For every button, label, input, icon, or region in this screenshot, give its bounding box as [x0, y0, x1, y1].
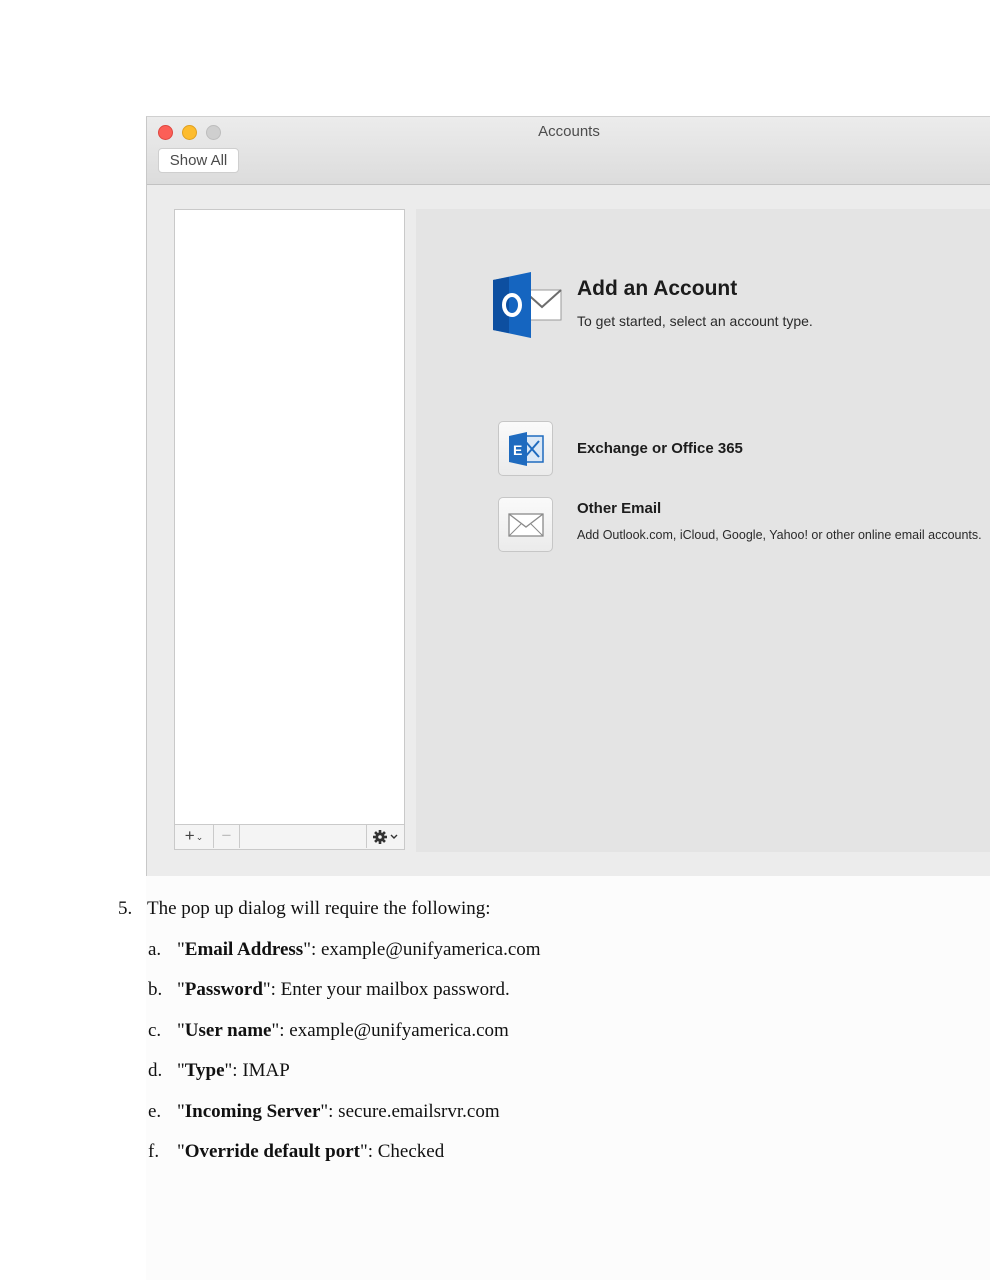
window-title: Accounts	[538, 123, 600, 140]
account-actions-button[interactable]	[366, 825, 404, 848]
list-item: "Email Address": example@unifyamerica.com	[177, 939, 541, 960]
field-name: Override default port	[184, 1141, 360, 1162]
chevron-down-icon: ⌄	[195, 831, 204, 842]
item-letter: a.	[148, 939, 162, 960]
field-value: : Checked	[367, 1141, 445, 1162]
outlook-logo-icon	[493, 270, 563, 340]
field-value: : Enter your mailbox password.	[270, 979, 510, 1000]
svg-text:E: E	[513, 442, 523, 458]
exchange-icon	[507, 430, 545, 468]
accounts-list[interactable]	[174, 209, 405, 850]
list-item: "Password": Enter your mailbox password.	[177, 979, 510, 1000]
accounts-window	[146, 116, 990, 876]
other-email-description: Add Outlook.com, iCloud, Google, Yahoo! or other online email accounts.	[577, 528, 982, 542]
other-email-option-label[interactable]: Other Email	[577, 500, 662, 517]
list-item: "Incoming Server": secure.emailsrvr.com	[177, 1101, 500, 1122]
field-name: Password	[184, 979, 263, 1000]
field-name: Email Address	[184, 939, 304, 960]
item-letter: e.	[148, 1101, 162, 1122]
field-name: Type	[184, 1060, 225, 1081]
window-titlebar	[147, 117, 990, 185]
field-name: Incoming Server	[184, 1101, 321, 1122]
step-number: 5.	[118, 898, 133, 919]
field-value: : IMAP	[232, 1060, 290, 1081]
exchange-option-label[interactable]: Exchange or Office 365	[577, 440, 743, 457]
add-account-button[interactable]	[175, 825, 214, 848]
add-account-title: Add an Account	[577, 277, 738, 300]
gear-icon	[372, 829, 400, 845]
list-item: "Override default port": Checked	[177, 1141, 445, 1162]
item-letter: b.	[148, 979, 163, 1000]
accounts-list-toolbar	[175, 824, 404, 849]
plus-icon: +	[184, 826, 195, 845]
list-item: "User name": example@unifyamerica.com	[177, 1020, 509, 1041]
field-value: : secure.emailsrvr.com	[328, 1101, 500, 1122]
field-name: User name	[184, 1020, 272, 1041]
step-text: The pop up dialog will require the following:	[147, 898, 491, 919]
item-letter: d.	[148, 1060, 163, 1081]
exchange-option-button[interactable]	[498, 421, 553, 476]
remove-account-button[interactable]: −	[214, 825, 240, 848]
mail-envelope-icon	[507, 506, 545, 544]
add-account-panel	[416, 209, 990, 852]
add-account-subtitle: To get started, select an account type.	[577, 313, 813, 329]
item-letter: f.	[148, 1141, 160, 1162]
field-value: : example@unifyamerica.com	[279, 1020, 509, 1041]
field-value: : example@unifyamerica.com	[310, 939, 541, 960]
other-email-option-button[interactable]	[498, 497, 553, 552]
item-letter: c.	[148, 1020, 162, 1041]
show-all-button[interactable]: Show All	[158, 148, 239, 173]
list-item: "Type": IMAP	[177, 1060, 290, 1081]
